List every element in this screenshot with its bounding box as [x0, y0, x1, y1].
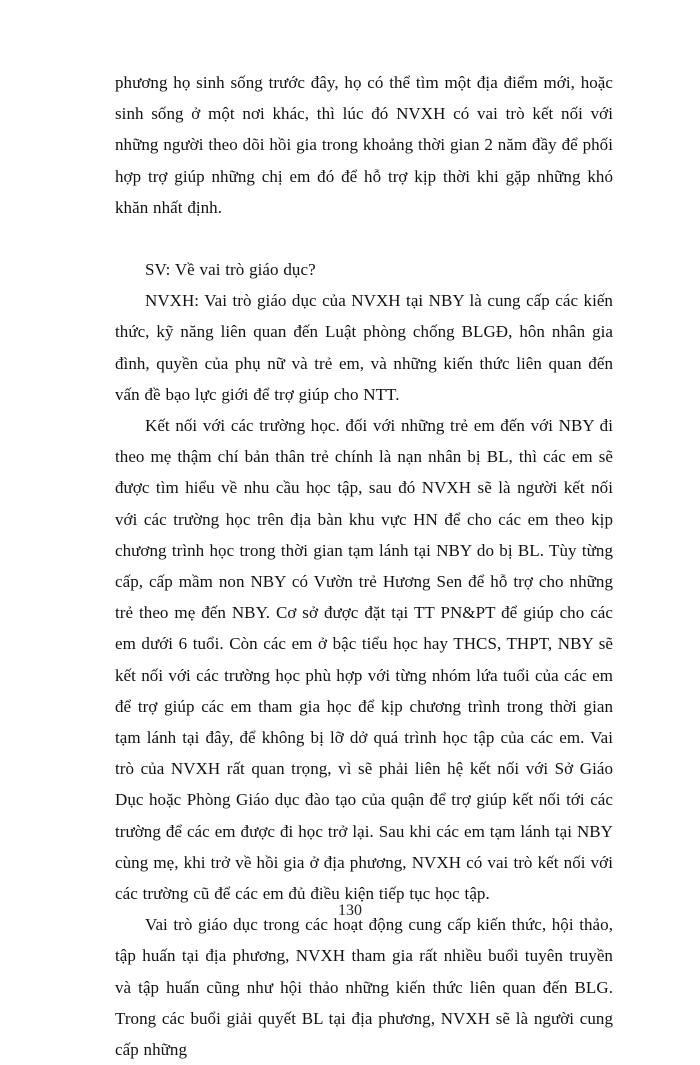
- paragraph-question: SV: Về vai trò giáo dục?: [145, 260, 316, 280]
- paragraph-education-activities: Vai trò giáo dục trong các hoạt động cung cấp kiến thức, hội thảo, tập huấn tại địa phương, NVXH tham gia rất nhiều buổi tuyên truyền và tập huấn cũng như hội thảo những kiến thức liên quan đến BLG. Trong các buổi giải quyết BL tại địa phương, NVXH sẽ là người cung cấp những: [115, 915, 613, 1060]
- paragraph-answer-education: NVXH: Vai trò giáo dục của NVXH tại NBY là cung cấp các kiến thức, kỹ năng liên quan đến Luật phòng chống BLGĐ, hôn nhân gia đình, quyền của phụ nữ và trẻ em, và những kiến thức liên quan đến vấn đề bạo lực giới để trợ giúp cho NTT.: [115, 291, 613, 404]
- page-number: 130: [338, 902, 362, 919]
- paragraph-school-connection: Kết nối với các trường học. đối với những trẻ em đến với NBY đi theo mẹ thậm chí bản thân trẻ chính là nạn nhân bị BL, thì các em sẽ được tìm hiểu về nhu cầu học tập, sau đó NVXH sẽ là người kết nối với các trường học trên địa bàn khu vực HN để cho các em theo kịp chương trình học trong thời gian tạm lánh tại NBY do bị BL. Tùy từng cấp, cấp mầm non NBY có Vườn trẻ Hương Sen để hỗ trợ cho những trẻ theo mẹ đến NBY. Cơ sở được đặt tại TT PN&PT để giúp cho các em dưới 6 tuổi. Còn các em ở bậc tiểu học hay THCS, THPT, NBY sẽ kết nối với các trường học phù hợp với từng nhóm lứa tuổi của các em để trợ giúp các em tham gia học để kịp chương trình trong thời gian tạm lánh tại đây, để không bị lỡ dở quá trình học tập của các em. Vai trò của NVXH rất quan trọng, vì sẽ phải liên hệ kết nối với Sở Giáo Dục hoặc Phòng Giáo dục đào tạo của quận để trợ giúp kết nối tới các trường để các em được đi học trở lại. Sau khi các em tạm lánh tại NBY cùng mẹ, khi trở về hồi gia ở địa phương, NVXH có vai trò kết nối với các trường cũ để các em đủ điều kiện tiếp tục học tập.: [115, 416, 613, 904]
- paragraph-continuation: phương họ sinh sống trước đây, họ có thể tìm một địa điểm mới, hoặc sinh sống ở một nơi khác, thì lúc đó NVXH có vai trò kết nối với những người theo dõi hồi gia trong khoảng thời gian 2 năm đầy để phối hợp trợ giúp những chị em đó để hỗ trợ kịp thời khi gặp những khó khăn nhất định.: [115, 73, 613, 217]
